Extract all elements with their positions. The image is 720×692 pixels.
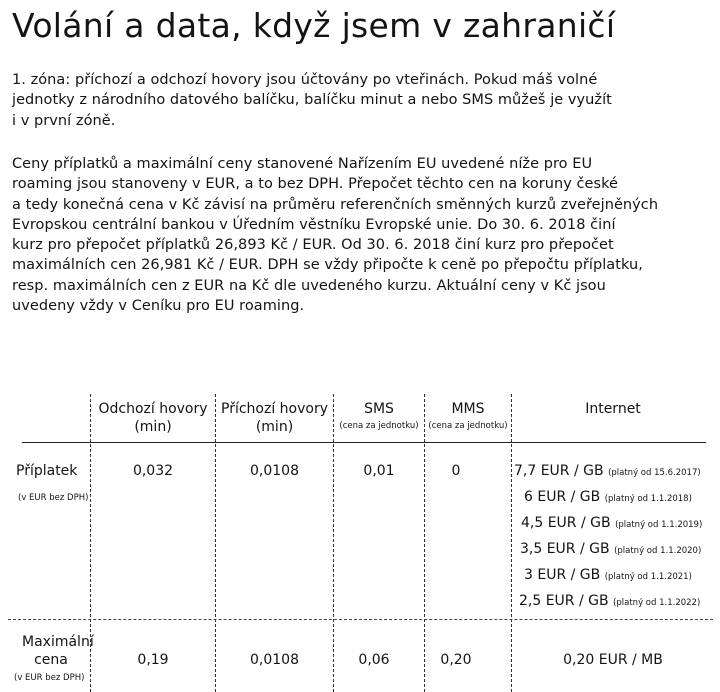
cell-max-sms: 0,06: [358, 652, 390, 668]
cell-surcharge-sms: 0,01: [363, 463, 395, 479]
internet-rate: 3 EUR / GB (platný od 1.1.2021): [524, 567, 692, 583]
header-divider: [22, 442, 706, 443]
paragraph-line: Evropskou centrální bankou v Úředním věstníku Evropské unie. Do 30. 6. 2018 činí: [12, 216, 616, 233]
paragraph-line: uvedeny vždy v Ceníku pro EU roaming.: [12, 298, 305, 315]
internet-rate: 6 EUR / GB (platný od 1.1.2018): [524, 489, 692, 505]
paragraph-line: roaming jsou stanoveny v EUR, a to bez DPH. Přepočet těchto cen na koruny české: [12, 176, 619, 193]
cell-max-incoming: 0,0108: [250, 652, 299, 668]
header-mms: MMS (cena za jednotku): [428, 401, 508, 431]
paragraph-line: Ceny příplatků a maximální ceny stanovené Nařízením EU uvedené níže pro EU: [12, 156, 593, 172]
paragraph-line: resp. maximálních cen z EUR na Kč dle uvedeného kurzu. Aktuální ceny v Kč jsou: [12, 277, 606, 294]
internet-rate: 7,7 EUR / GB (platný od 15.6.2017): [514, 463, 701, 479]
roaming-price-table: [0, 390, 720, 692]
pricing-paragraph: [12, 154, 712, 316]
row-note-max-price: (v EUR bez DPH): [14, 673, 85, 683]
internet-rate: 2,5 EUR / GB (platný od 1.1.2022): [519, 593, 701, 609]
internet-rate: 4,5 EUR / GB (platný od 1.1.2019): [521, 515, 703, 531]
header-internet: Internet: [585, 401, 641, 417]
column-divider: [511, 394, 512, 692]
paragraph-line: i v první zóně.: [12, 112, 116, 129]
paragraph-line: a tedy konečná cena v Kč závisí na průměru referenčních směnných kurzů zveřejněných: [12, 196, 659, 213]
cell-surcharge-outgoing: 0,032: [132, 463, 174, 479]
cell-max-internet: 0,20 EUR / MB: [563, 652, 663, 668]
header-sms: SMS (cena za jednotku): [339, 401, 419, 431]
header-incoming: Příchozí hovory (min): [221, 401, 328, 435]
cell-surcharge-incoming: 0,0108: [250, 463, 299, 479]
cell-max-outgoing: 0,19: [137, 652, 169, 668]
row-note-surcharge: (v EUR bez DPH): [18, 493, 89, 503]
cell-surcharge-mms: 0: [451, 463, 461, 479]
cell-max-mms: 0,20: [440, 652, 472, 668]
column-divider: [333, 394, 334, 692]
internet-rate: 3,5 EUR / GB (platný od 1.1.2020): [520, 541, 702, 557]
row-label-surcharge: Příplatek: [16, 463, 78, 479]
column-divider: [424, 394, 425, 692]
column-divider: [215, 394, 216, 692]
row-divider: [8, 619, 713, 620]
page-title: Volání a data, když jsem v zahraničí: [12, 6, 616, 45]
paragraph-line: 1. zóna: příchozí a odchozí hovory jsou účtovány po vteřinách. Pokud máš volné: [12, 72, 598, 88]
header-outgoing: Odchozí hovory (min): [98, 401, 208, 435]
paragraph-line: maximálních cen 26,981 Kč / EUR. DPH se vždy připočte k ceně po přepočtu příplatku,: [12, 257, 643, 274]
paragraph-line: jednotky z národního datového balíčku, balíčku minut a nebo SMS můžeš je využít: [12, 92, 612, 109]
row-label-max-price: Maximální cena: [22, 634, 94, 668]
zone-paragraph: [12, 70, 712, 131]
paragraph-line: kurz pro přepočet příplatků 26,893 Kč / EUR. Od 30. 6. 2018 činí kurz pro přepočet: [12, 237, 614, 254]
